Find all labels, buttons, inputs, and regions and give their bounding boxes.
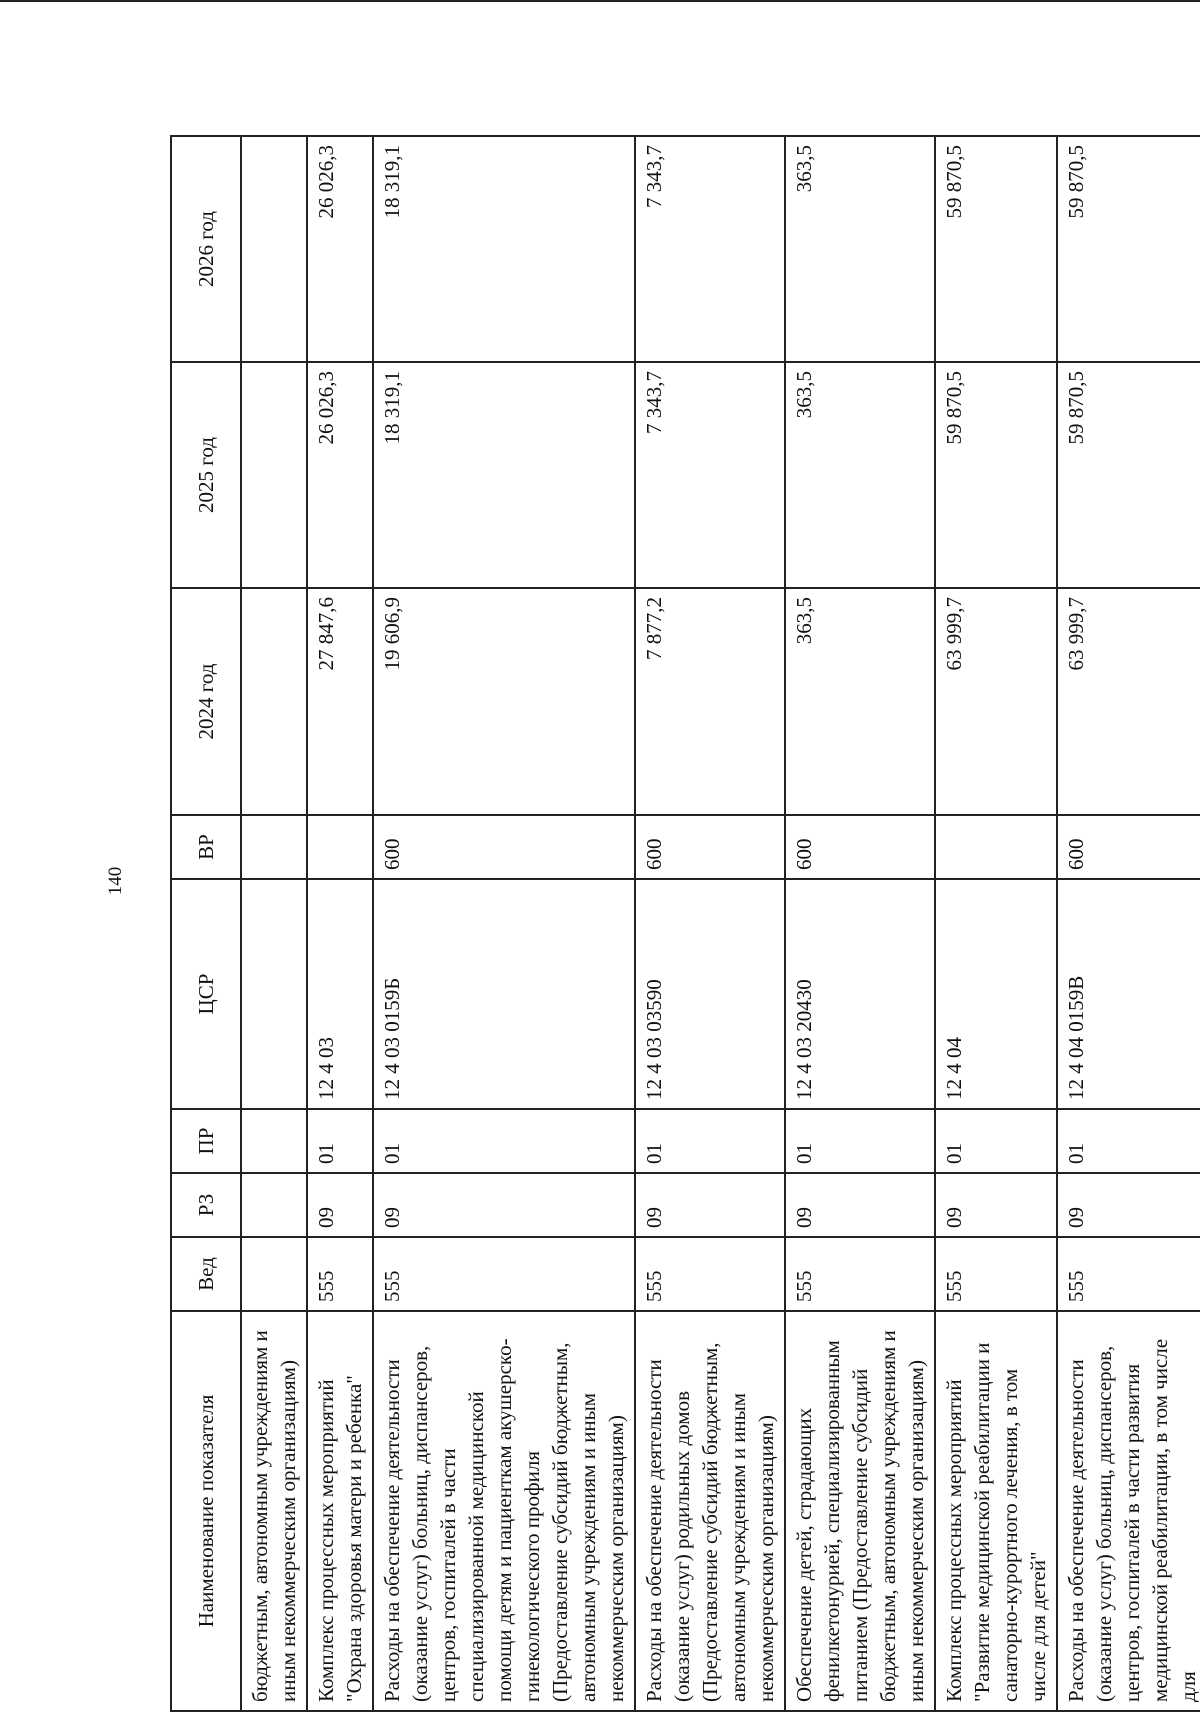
row-2025: 59 870,5 [935, 362, 1057, 588]
row-2025 [241, 362, 307, 588]
row-vr: 600 [1057, 815, 1200, 879]
row-vr [935, 815, 1057, 879]
row-csr: 12 4 04 [935, 879, 1057, 1109]
row-vr: 600 [785, 815, 935, 879]
row-2024: 363,5 [785, 588, 935, 815]
row-name: Расходы на обеспечение деятельности (оказание услуг) больниц, диспансеров, центров, госпиталей в части развития медицинской реабилитации, в том числе для [1057, 1311, 1200, 1711]
table-row [373, 136, 635, 1711]
row-vr [241, 815, 307, 879]
budget-table-container [170, 137, 1200, 1712]
header-ved: Вед [171, 1237, 241, 1311]
row-pr: 01 [1057, 1109, 1200, 1173]
header-vr: ВР [171, 815, 241, 879]
row-rz: 09 [373, 1173, 635, 1237]
row-pr [241, 1109, 307, 1173]
row-pr: 01 [307, 1109, 373, 1173]
row-rz: 09 [1057, 1173, 1200, 1237]
row-2026: 363,5 [785, 136, 935, 362]
row-csr: 12 4 03 20430 [785, 879, 935, 1109]
table-row [307, 136, 373, 1711]
row-ved [241, 1237, 307, 1311]
row-vr: 600 [373, 815, 635, 879]
row-ved: 555 [935, 1237, 1057, 1311]
row-pr: 01 [635, 1109, 785, 1173]
row-2025: 26 026,3 [307, 362, 373, 588]
budget-table [170, 135, 1200, 1712]
row-2024 [241, 588, 307, 815]
row-ved: 555 [1057, 1237, 1200, 1311]
header-csr: ЦСР [171, 879, 241, 1109]
table-row [1057, 136, 1200, 1711]
row-2025: 7 343,7 [635, 362, 785, 588]
row-name: Комплекс процессных мероприятий "Развитие медицинской реабилитации и санаторно-курортного лечения, в том числе для детей" [935, 1311, 1057, 1711]
row-2026: 7 343,7 [635, 136, 785, 362]
row-pr: 01 [935, 1109, 1057, 1173]
row-2026: 59 870,5 [1057, 136, 1200, 362]
row-2026: 59 870,5 [935, 136, 1057, 362]
row-2026 [241, 136, 307, 362]
table-row [935, 136, 1057, 1711]
row-rz [241, 1173, 307, 1237]
row-vr: 600 [635, 815, 785, 879]
row-name: Комплекс процессных мероприятий "Охрана здоровья матери и ребенка" [307, 1311, 373, 1711]
row-csr: 12 4 04 0159В [1057, 879, 1200, 1109]
row-2024: 7 877,2 [635, 588, 785, 815]
row-pr: 01 [373, 1109, 635, 1173]
header-pr: ПР [171, 1109, 241, 1173]
header-name: Наименование показателя [171, 1311, 241, 1711]
table-row [785, 136, 935, 1711]
row-csr: 12 4 03 0159Б [373, 879, 635, 1109]
table-row [241, 136, 307, 1711]
row-name: Обеспечение детей, страдающих фенилкетонурией, специализированным питанием (Предоставление субсидий бюджетным, автономным учреждениям и иным некоммерческим организациям) [785, 1311, 935, 1711]
row-rz: 09 [307, 1173, 373, 1237]
row-2026: 26 026,3 [307, 136, 373, 362]
row-ved: 555 [635, 1237, 785, 1311]
row-rz: 09 [935, 1173, 1057, 1237]
row-csr: 12 4 03 [307, 879, 373, 1109]
row-2025: 59 870,5 [1057, 362, 1200, 588]
header-rz: РЗ [171, 1173, 241, 1237]
table-row [635, 136, 785, 1711]
page-number: 140 [105, 866, 126, 896]
row-csr [241, 879, 307, 1109]
header-2024: 2024 год [171, 588, 241, 815]
row-csr: 12 4 03 03590 [635, 879, 785, 1109]
row-2024: 63 999,7 [1057, 588, 1200, 815]
table-header [171, 136, 241, 1711]
row-2026: 18 319,1 [373, 136, 635, 362]
header-2026: 2026 год [171, 136, 241, 362]
page-top-border [0, 0, 1200, 2]
row-pr: 01 [785, 1109, 935, 1173]
row-vr [307, 815, 373, 879]
table-body [241, 136, 1200, 1711]
row-ved: 555 [307, 1237, 373, 1311]
row-2024: 27 847,6 [307, 588, 373, 815]
row-2024: 63 999,7 [935, 588, 1057, 815]
row-name: Расходы на обеспечение деятельности (оказание услуг) больниц, диспансеров, центров, госпиталей в части специализированной медицинской помощи детям и пациенткам акушерско-гинекологического профиля (Предоставление субсидий бюджетным, автономным учреждениям и иным некоммерческим организациям) [373, 1311, 635, 1711]
row-ved: 555 [785, 1237, 935, 1311]
row-2025: 18 319,1 [373, 362, 635, 588]
row-ved: 555 [373, 1237, 635, 1311]
row-name: бюджетным, автономным учреждениям и иным некоммерческим организациям) [241, 1311, 307, 1711]
row-rz: 09 [785, 1173, 935, 1237]
header-row [171, 136, 241, 1711]
row-2024: 19 606,9 [373, 588, 635, 815]
header-2025: 2025 год [171, 362, 241, 588]
row-name: Расходы на обеспечение деятельности (оказание услуг) родильных домов (Предоставление субсидий бюджетным, автономным учреждениям и иным некоммерческим организациям) [635, 1311, 785, 1711]
row-rz: 09 [635, 1173, 785, 1237]
row-2025: 363,5 [785, 362, 935, 588]
